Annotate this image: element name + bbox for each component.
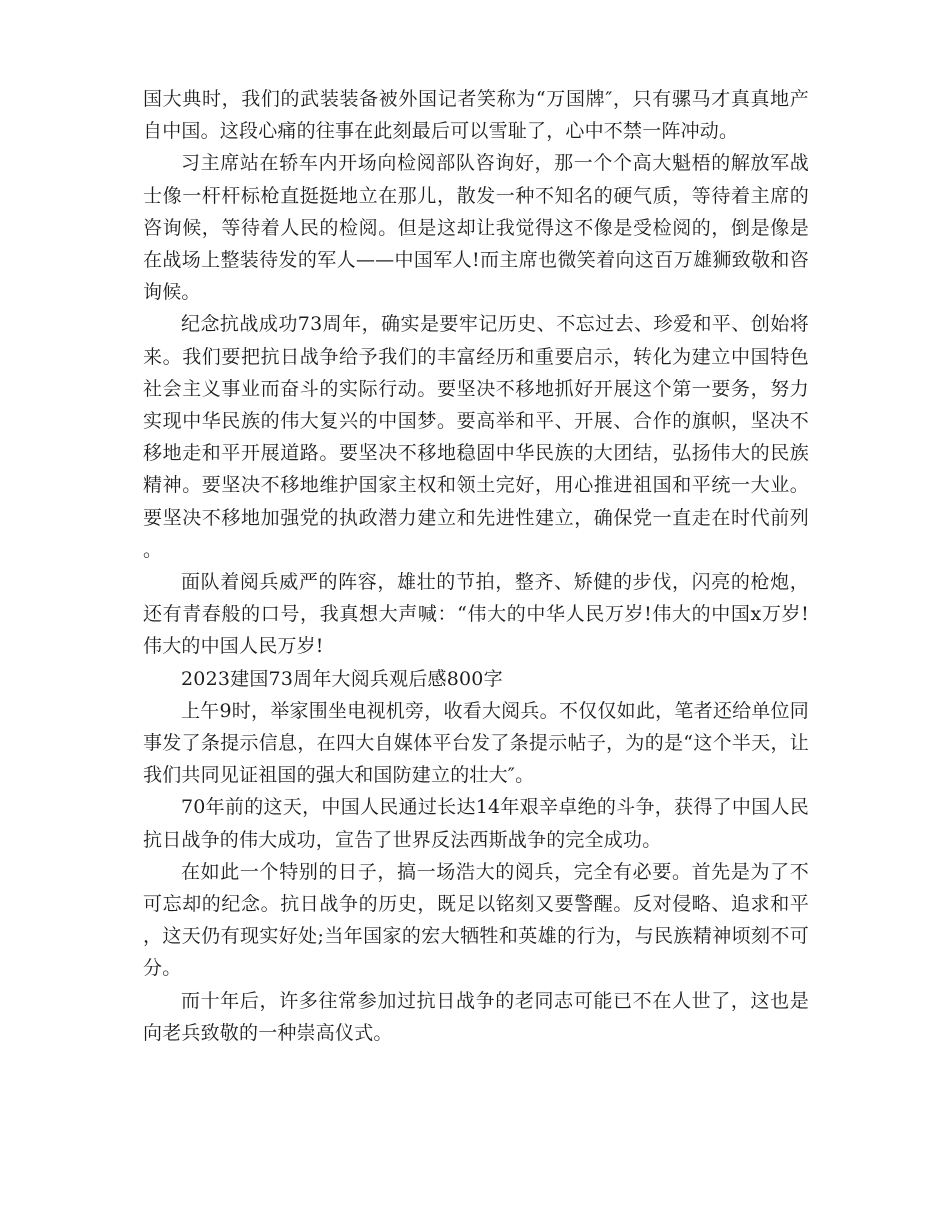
paragraph-3: 纪念抗战成功73周年，确实是要牢记历史、不忘过去、珍爱和平、创始将来。我们要把抗日战争给予我们的丰富经历和重要启示，转化为建立中国特色社会主义事业而奋斗的实际行动。要坚决不移地抓好开展这个第一要务，努力实现中华民族的伟大复兴的中国梦。要高举和平、开展、合作的旗帜，坚决不移地走和平开展道路。要坚决不移地稳固中华民族的大团结，弘扬伟大的民族精神。要坚决不移地维护国家主权和领土完好，用心推进祖国和平统一大业。要坚决不移地加强党的执政潜力建立和先进性建立，确保党一直走在时代前列。 [143, 313, 809, 561]
paragraph-6: 70年前的这天，中国人民通过长达14年艰辛卓绝的斗争，获得了中国人民抗日战争的伟大成功，宣告了世界反法西斯战争的完全成功。 [143, 796, 809, 851]
paragraph-7: 在如此一个特别的日子，搞一场浩大的阅兵，完全有必要。首先是为了不可忘却的纪念。抗日战争的历史，既足以铭刻又要警醒。反对侵略、追求和平，这天仍有现实好处;当年国家的宏大牺牲和英雄的行为，与民族精神顷刻不可分。 [143, 860, 809, 980]
paragraph-8: 而十年后，许多往常参加过抗日战争的老同志可能已不在人世了，这也是向老兵致敬的一种崇高仪式。 [143, 989, 809, 1044]
paragraph-4: 面队着阅兵威严的阵容，雄壮的节拍，整齐、矫健的步伐，闪亮的枪炮，还有青春般的口号，我真想大声喊：“伟大的中华人民万岁!伟大的中国x万岁!伟大的中国人民万岁! [143, 571, 809, 658]
section-title: 2023建国73周年大阅兵观后感800字 [181, 667, 503, 690]
document-body [143, 83, 809, 1049]
paragraph-5: 上午9时，举家围坐电视机旁，收看大阅兵。不仅仅如此，笔者还给单位同事发了条提示信息，在四大自媒体平台发了条提示帖子，为的是“这个半天，让我们共同见证祖国的强大和国防建立的壮大″。 [143, 699, 809, 787]
paragraph-2: 习主席站在轿车内开场向检阅部队咨询好，那一个个高大魁梧的解放军战士像一杆杆标枪直挺挺地立在那儿，散发一种不知名的硬气质，等待着主席的咨询候，等待着人民的检阅。但是这却让我觉得这不像是受检阅的，倒是像是在战场上整装待发的军人——中国军人!而主席也微笑着向这百万雄狮致敬和咨询候。 [143, 152, 809, 304]
paragraph-1: 国大典时，我们的武装装备被外国记者笑称为“万国牌″，只有骡马才真真地产自中国。这段心痛的往事在此刻最后可以雪耻了，心中不禁一阵冲动。 [143, 88, 809, 143]
